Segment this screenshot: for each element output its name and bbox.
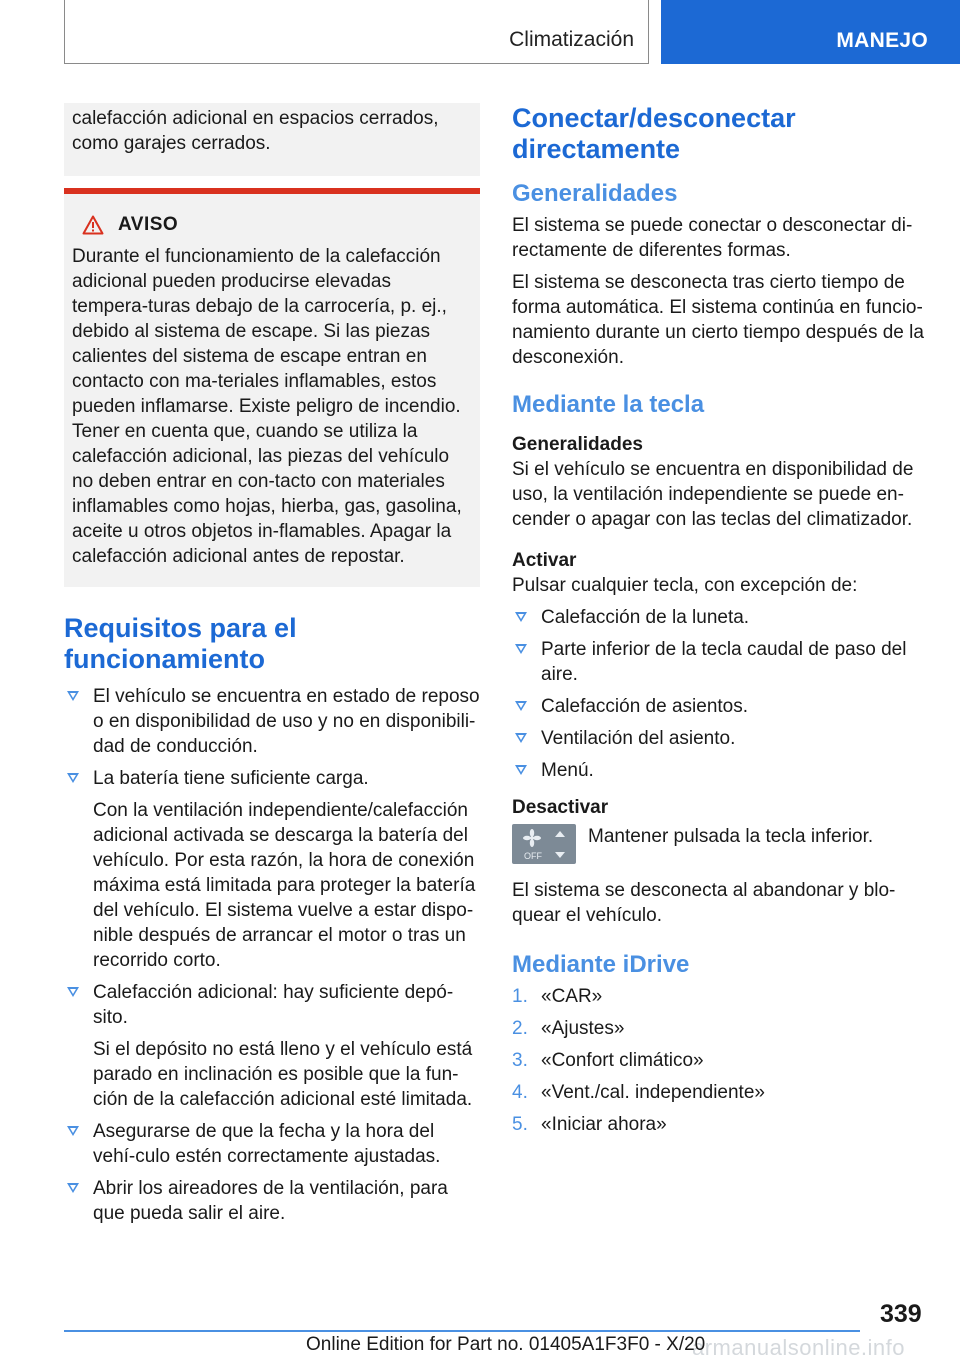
deactivate-heading: Desactivar [512, 797, 609, 818]
idrive-step-text: «Ajustes» [541, 1018, 625, 1039]
exception-item-text: Ventilación del asiento. [541, 728, 736, 749]
requirements-heading: Requisitos para el funcionamiento [64, 613, 297, 674]
requirement-item [64, 1119, 480, 1169]
deactivate-after-text: El sistema se desconecta al abandonar y blo-quear el vehículo. [512, 880, 896, 926]
key-heading: Mediante la tecla [512, 391, 705, 418]
intro-box [64, 103, 480, 176]
key-off-label: OFF [524, 851, 542, 861]
idrive-step-number: 5. [512, 1114, 528, 1135]
bullet-triangle-icon [515, 701, 527, 711]
idrive-steps-list [512, 984, 932, 1137]
bullet-triangle-icon [67, 773, 79, 783]
warning-triangle-icon [82, 215, 104, 235]
exception-item-text: Parte inferior de la tecla caudal de paso del aire. [541, 639, 907, 685]
bullet-triangle-icon [515, 612, 527, 622]
key-general-text: Si el vehículo se encuentra en disponibilidad de uso, la ventilación independiente se puede en-cender o apagar con las teclas del climatizador. [512, 459, 914, 530]
climate-off-key-image [512, 824, 576, 864]
header-section-title: Climatización [509, 28, 634, 51]
exception-item [512, 758, 932, 783]
bullet-triangle-icon [67, 1126, 79, 1136]
bullet-triangle-icon [67, 691, 79, 701]
requirement-item-note: Con la ventilación independiente/calefacción adicional activada se descarga la batería del vehículo. Por esta razón, la hora de conexión máxima está limitada para proteger la batería del vehículo. El sistema vuelve a estar dispo-nible después de arrancar el motor o tras un recorrido corto. [93, 800, 476, 971]
idrive-step-number: 2. [512, 1018, 528, 1039]
requirement-item-text: Calefacción adicional: hay suficiente depó-sito. [93, 982, 454, 1028]
requirement-item-text: Asegurarse de que la fecha y la hora del vehí-culo estén correctamente ajustadas. [93, 1121, 441, 1167]
bullet-triangle-icon [67, 1183, 79, 1193]
bullet-triangle-icon [515, 733, 527, 743]
idrive-step-number: 4. [512, 1082, 528, 1103]
idrive-step [512, 1080, 932, 1105]
requirement-item-text: La batería tiene suficiente carga. [93, 768, 369, 789]
exception-item-text: Calefacción de la luneta. [541, 607, 750, 628]
activate-heading: Activar [512, 550, 577, 571]
idrive-step-text: «Iniciar ahora» [541, 1114, 667, 1135]
exception-item [512, 694, 932, 719]
left-column [64, 103, 480, 1233]
exception-item [512, 726, 932, 751]
connect-heading: Conectar/desconectar directamente [512, 103, 796, 164]
idrive-step-number: 1. [512, 986, 528, 1007]
idrive-step [512, 984, 932, 1009]
bullet-triangle-icon [515, 765, 527, 775]
idrive-heading: Mediante iDrive [512, 951, 690, 978]
bullet-triangle-icon [67, 987, 79, 997]
header-chapter-label: MANEJO [836, 29, 928, 52]
deactivate-key-text: Mantener pulsada la tecla inferior. [588, 826, 874, 847]
exception-item-text: Calefacción de asientos. [541, 696, 749, 717]
requirement-item [64, 1176, 480, 1226]
bullet-triangle-icon [515, 644, 527, 654]
warning-title: AVISO [118, 214, 179, 235]
requirement-item [64, 684, 480, 759]
header-chapter-tab [661, 0, 960, 64]
requirement-item [64, 980, 480, 1112]
requirement-item-note: Si el depósito no está lleno y el vehículo está parado en inclinación es posible que la fun-ción de la calefacción adicional esté limitada. [93, 1039, 473, 1110]
general-heading: Generalidades [512, 180, 678, 207]
idrive-step [512, 1048, 932, 1073]
footer-edition: Online Edition for Part no. 01405A1F3F0 - X/20 [306, 1334, 706, 1355]
idrive-step [512, 1016, 932, 1041]
exception-item [512, 605, 932, 630]
idrive-step-text: «Vent./cal. independiente» [541, 1082, 765, 1103]
deactivate-key-row [512, 824, 932, 864]
page-number: 339 [880, 1300, 922, 1328]
fan-off-key-icon [512, 824, 576, 864]
idrive-step-number: 3. [512, 1050, 528, 1071]
right-column [512, 103, 932, 1144]
requirement-item-text: Abrir los aireadores de la ventilación, para que pueda salir el aire. [93, 1178, 448, 1224]
idrive-step-text: «Confort climático» [541, 1050, 704, 1071]
warning-text: Durante el funcionamiento de la calefacción adicional pueden producirse elevadas tempera-turas debajo de la carrocería, p. ej., debido al sistema de escape. Si las piezas calientes del sistema de escape entran en contacto con ma-teriales inflamables, estos pueden inflamarse. Existe peligro de incendio. Tener en cuenta que, cuando se utiliza la calefacción adicional, las piezas del vehículo no deben entrar en con-tacto con materiales inflamables como hojas, hierba, gas, gasolina, aceite u otros objetos in-flamables. Apagar la calefacción adicional antes de repostar. [72, 246, 462, 567]
idrive-step-text: «CAR» [541, 986, 603, 1007]
footer-divider [64, 1330, 860, 1332]
intro-text: calefacción adicional en espacios cerrados, como garajes cerrados. [72, 108, 439, 154]
requirement-item-text: El vehículo se encuentra en estado de reposo o en disponibilidad de uso y no en disponibili-dad de conducción. [93, 686, 480, 757]
requirement-item [64, 766, 480, 973]
activate-text: Pulsar cualquier tecla, con excepción de: [512, 575, 858, 596]
header-section-box [64, 0, 649, 64]
watermark: armanualsonline.info [692, 1335, 906, 1360]
requirements-list [64, 684, 480, 1226]
activate-exceptions-list [512, 605, 932, 783]
warning-box [64, 188, 480, 587]
warning-header [72, 214, 472, 236]
general-text-2: El sistema se desconecta tras cierto tiempo de forma automática. El sistema continúa en funcio-namiento durante un cierto tiempo después de la desconexión. [512, 272, 924, 368]
general-text-1: El sistema se puede conectar o desconectar di-rectamente de diferentes formas. [512, 215, 913, 261]
key-general-heading: Generalidades [512, 434, 643, 455]
idrive-step [512, 1112, 932, 1137]
exception-item [512, 637, 932, 687]
exception-item-text: Menú. [541, 760, 594, 781]
